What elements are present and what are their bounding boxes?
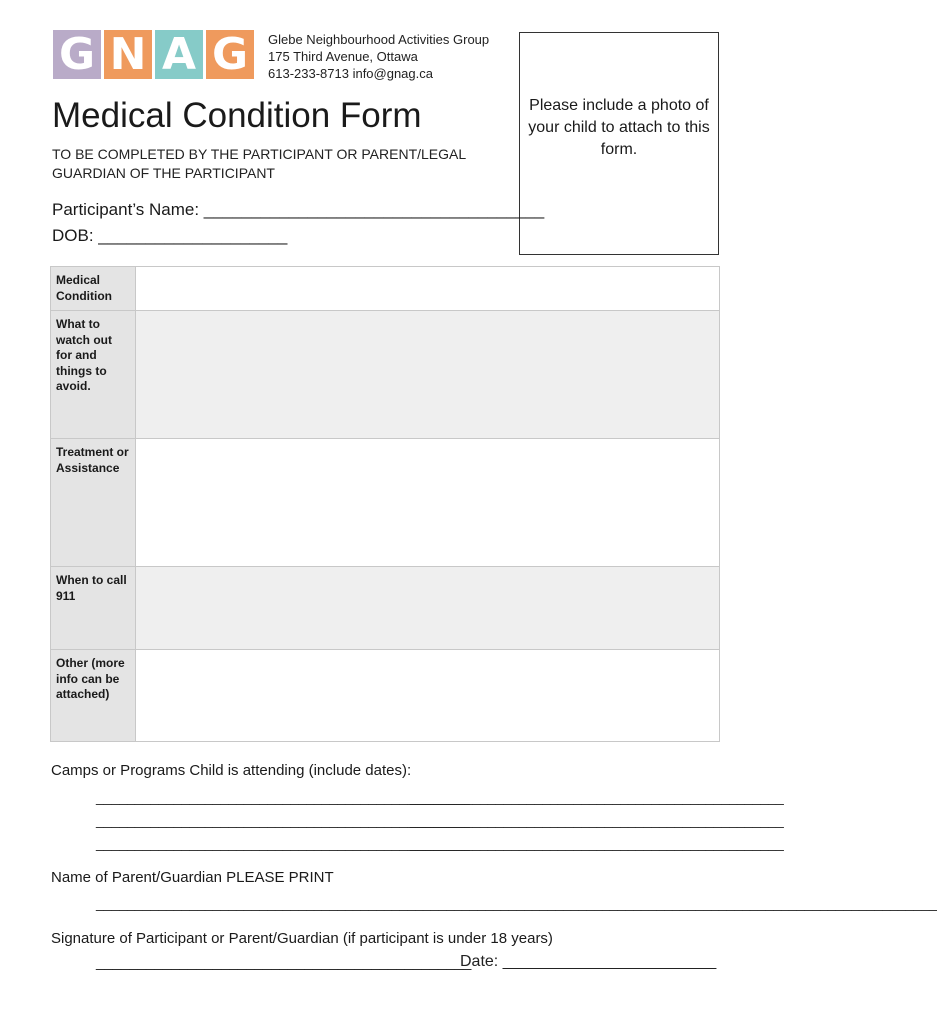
parent-name-field[interactable]: ____________________________________________________________________________________________________________ <box>96 895 937 911</box>
table-row <box>51 311 719 439</box>
org-name: Glebe Neighbourhood Activities Group <box>268 32 490 47</box>
row-value-field[interactable] <box>136 567 719 649</box>
form-subtitle: TO BE COMPLETED BY THE PARTICIPANT OR PARENT/LEGAL GUARDIAN OF THE PARTICIPANT <box>52 146 466 181</box>
date-field[interactable]: Date: ________________________ <box>460 953 717 970</box>
camps-blank-field[interactable]: ________________________________________________ <box>410 812 784 828</box>
row-value-field[interactable] <box>136 311 719 438</box>
camps-blank-field[interactable]: ________________________________________________ <box>96 789 470 805</box>
dob-field[interactable]: DOB: ____________________ <box>52 226 288 245</box>
table-row <box>51 439 719 567</box>
camps-blank-field[interactable]: ________________________________________________ <box>96 812 470 828</box>
row-label: Medical Condition <box>51 267 136 310</box>
org-address: 175 Third Avenue, Ottawa <box>268 49 418 64</box>
table-row <box>51 567 719 650</box>
camps-blank-field[interactable]: ________________________________________________ <box>96 835 470 851</box>
row-value-field[interactable] <box>136 439 719 566</box>
medical-table <box>50 266 720 742</box>
row-label: Treatment or Assistance <box>51 439 136 566</box>
organization-info <box>268 31 489 82</box>
table-row <box>51 267 719 311</box>
row-label: Other (more info can be attached) <box>51 650 136 741</box>
row-label: What to watch out for and things to avoid. <box>51 311 136 438</box>
camps-blank-field[interactable]: ________________________________________________ <box>410 789 784 805</box>
gnag-logo <box>53 30 254 79</box>
photo-note: Please include a photo of your child to attach to this form. <box>528 97 710 158</box>
form-title: Medical Condition Form <box>52 96 422 135</box>
logo-letter-a: A <box>155 30 203 79</box>
logo-letter-n: N <box>104 30 152 79</box>
participant-name-field[interactable]: Participant’s Name: ____________________________________ <box>52 200 545 219</box>
row-value-field[interactable] <box>136 650 719 741</box>
photo-box <box>519 32 719 255</box>
logo-letter-g2: G <box>206 30 254 79</box>
table-row <box>51 650 719 741</box>
org-contact: 613-233-8713 info@gnag.ca <box>268 66 433 81</box>
signature-label: Signature of Participant or Parent/Guardian (if participant is under 18 years) <box>51 930 553 947</box>
parent-name-label: Name of Parent/Guardian PLEASE PRINT <box>51 869 334 886</box>
camps-label: Camps or Programs Child is attending (include dates): <box>51 762 412 779</box>
camps-blank-field[interactable]: ________________________________________________ <box>410 835 784 851</box>
logo-letter-g: G <box>53 30 101 79</box>
row-label: When to call 911 <box>51 567 136 649</box>
signature-field[interactable]: _____________________________________________ <box>96 954 472 971</box>
row-value-field[interactable] <box>136 267 719 310</box>
